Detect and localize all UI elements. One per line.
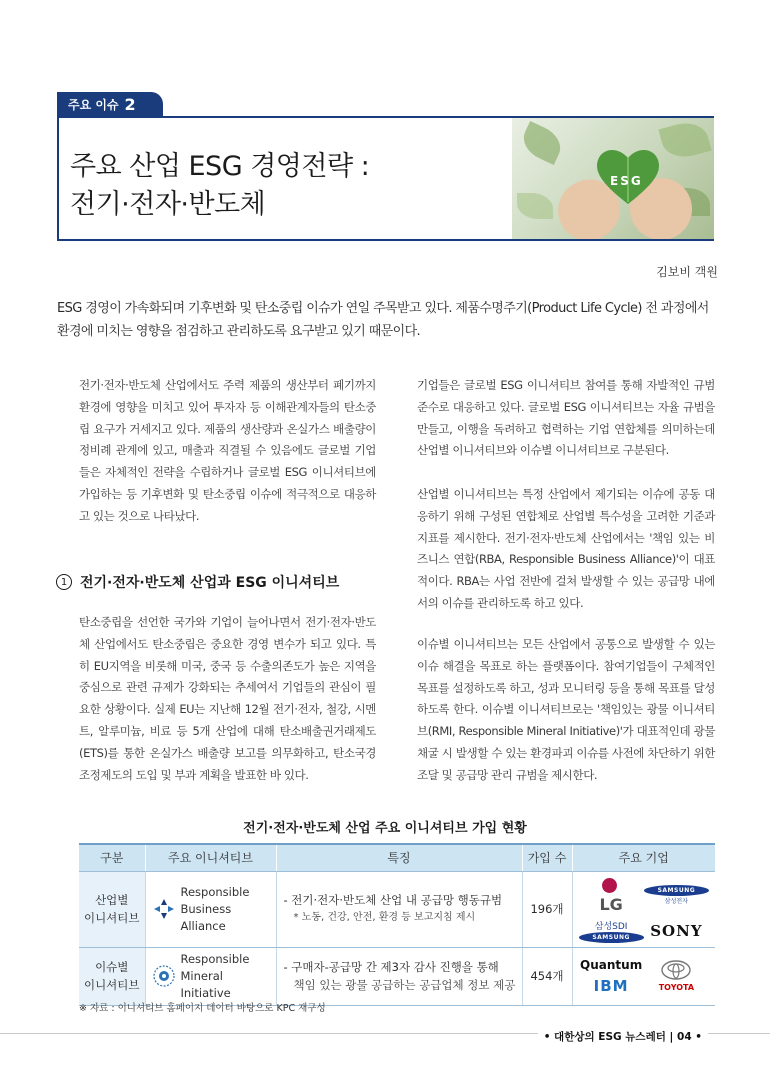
footer-label: • 대한상의 ESG 뉴스레터 | 04 • — [538, 1029, 708, 1044]
header-initiative: 주요 이니셔티브 — [145, 844, 276, 871]
samsung-electronics-logo: SAMSUNG 삼성전자 — [644, 885, 709, 905]
table-header-row — [79, 844, 715, 871]
category-line: 이니셔티브 — [83, 911, 140, 925]
initiative-name-line: Responsible — [180, 884, 250, 899]
lg-face-icon — [602, 878, 617, 893]
right-paragraph-3: 이슈별 이니셔티브는 모든 산업에서 공통으로 발생할 수 있는 이슈 해결을 목표로 하는 플랫폼이다. 참여기업들이 구체적인 목표를 설정하도록 하고, 성과 모니터링 등을 통해 목표를 달성하도록 한다. 이슈별 이니셔티브로는 '책임있는 광물 이니셔티브(RMI, Responsible Mineral Initiative)'가 대표적인데 광물 채굴 시 발생할 수 있는 환경파괴 이슈를 사전에 차단하기 위한 조달 및 공급망 관리 규범을 제시한다. — [417, 637, 715, 782]
table-row — [79, 871, 715, 947]
category-line: 산업별 — [95, 893, 129, 907]
row-count: 196개 — [522, 871, 572, 947]
feature-subline: * 노동, 건강, 안전, 환경 등 보고지침 제시 — [293, 912, 476, 923]
author: 김보비 객원 — [656, 265, 718, 279]
initiative-name-line: Mineral Initiative — [180, 968, 231, 1000]
header-companies: 주요 기업 — [572, 844, 715, 871]
section-title: 전기·전자·반도체 산업과 ESG 이니셔티브 — [80, 575, 340, 591]
page-title — [70, 148, 369, 224]
header-feature: 특징 — [276, 844, 522, 871]
issue-tag — [57, 92, 163, 116]
section-number: 1 — [56, 574, 72, 590]
row-category — [79, 871, 145, 947]
title-line-1: 주요 산업 ESG 경영전략 : — [70, 151, 370, 182]
hero-esg-text: ESG — [610, 174, 643, 188]
lead-paragraph: ESG 경영이 가속화되며 기후변화 및 탄소중립 이슈가 연일 주목받고 있다. 제품수명주기(Product Life Cycle) 전 과정에서 환경에 미치는 영향을 점검하고 관리하도록 요구받고 있기 때문이다. — [57, 301, 709, 339]
lg-logo: LG — [579, 876, 644, 914]
row-category — [79, 947, 145, 1005]
row-companies — [572, 947, 715, 1005]
ibm-logo: IBM — [593, 976, 629, 995]
toyota-logo: TOYOTA — [644, 960, 709, 992]
initiative-table — [79, 843, 715, 1006]
title-accent-bar — [57, 118, 59, 240]
feature-subline: 책임 있는 광물 공급하는 공급업체 정보 제공 — [293, 978, 516, 992]
initiative-name-line: Business Alliance — [180, 901, 232, 933]
row-feature — [276, 871, 522, 947]
row-initiative — [145, 947, 276, 1005]
header-count: 가입 수 — [522, 844, 572, 871]
right-paragraph-1: 기업들은 글로벌 ESG 이니셔티브 참여를 통해 자발적인 규범 준수로 대응하고 있다. 글로벌 ESG 이니셔티브는 자율 규범을 만들고, 이행을 독려하고 협력하는 기업 연합체를 의미하는데 산업별 이니셔티브와 이슈별 이니셔티브로 구분된다. — [417, 378, 715, 458]
rba-logo-icon — [152, 897, 176, 921]
row-companies — [572, 871, 715, 947]
row-initiative — [145, 871, 276, 947]
toyota-emblem-icon — [661, 960, 691, 980]
header-category: 구분 — [79, 844, 145, 871]
feature-line: - 구매자-공급망 간 제3자 감사 진행을 통해 — [283, 960, 499, 974]
sony-logo: SONY — [650, 921, 703, 940]
feature-line: - 전기·전자·반도체 산업 내 공급망 행동규범 — [283, 893, 503, 907]
section-heading — [56, 572, 339, 592]
right-paragraph-2: 산업별 이니셔티브는 특정 산업에서 제기되는 이슈에 공동 대응하기 위해 구성된 연합체로 산업별 특수성을 고려한 기준과 지표를 제시한다. 전기·전자·반도체 산업에서는 '책임 있는 비즈니스 연합(RBA, Responsible Business Alliance)'이 대표적이다. RBA는 사업 전반에 걸쳐 발생할 수 있는 공급망 내에서의 이슈를 관리하도록 하고 있다. — [417, 487, 715, 610]
hero-image — [512, 118, 714, 239]
initiative-name-line: Responsible — [180, 951, 250, 966]
table-title: 전기·전자·반도체 산업 주요 이니셔티브 가입 현황 — [243, 821, 527, 836]
row-feature — [276, 947, 522, 1005]
issue-tag-label: 주요 이슈 — [68, 97, 119, 112]
table-source-note: ※ 자료 : 이니셔티브 홈페이지 데이터 바탕으로 KPC 재구성 — [79, 1003, 326, 1014]
title-bottom-rule — [57, 239, 714, 241]
quantum-logo: Quantum — [580, 957, 643, 972]
left-paragraph-2: 탄소중립을 선언한 국가와 기업이 늘어나면서 전기·전자·반도체 산업에서도 탄소중립은 중요한 경영 변수가 되고 있다. 특히 EU지역을 비롯해 미국, 중국 등 수출의존도가 높은 지역을 중심으로 관련 규제가 강화되는 추세여서 기업들의 관심이 필요한 상황이다. 실제 EU는 지난해 12월 전기·전자, 철강, 시멘트, 알루미늄, 비료 등 5개 산업에 대해 탄소배출권거래제도(ETS)를 통한 온실가스 배출량 보고를 의무화하고, 탄소국경조정제도의 도입 및 부과 계획을 발표한 바 있다. — [79, 615, 376, 782]
left-paragraph-1: 전기·전자·반도체 산업에서도 주력 제품의 생산부터 폐기까지 환경에 영향을 미치고 있어 투자자 등 이해관계자들의 탄소중립 요구가 거세지고 있다. 제품의 생산량과 온실가스 배출량이 정비례 관계에 있고, 매출과 직결될 수 있음에도 글로벌 기업들은 자체적인 전략을 수립하거나 글로벌 ESG 이니셔티브에 가입하는 등 기후변화 및 탄소중립 이슈에 적극적으로 대응하고 있는 것으로 나타났다. — [79, 378, 376, 523]
row-count: 454개 — [522, 947, 572, 1005]
category-line: 이니셔티브 — [83, 978, 140, 992]
samsung-sdi-logo: 삼성SDI SAMSUNG — [579, 919, 644, 943]
title-line-2: 전기·전자·반도체 — [70, 189, 266, 220]
table-row — [79, 947, 715, 1005]
issue-tag-number: 2 — [124, 94, 136, 114]
rmi-logo-icon — [152, 964, 176, 988]
category-line: 이슈별 — [95, 960, 129, 974]
